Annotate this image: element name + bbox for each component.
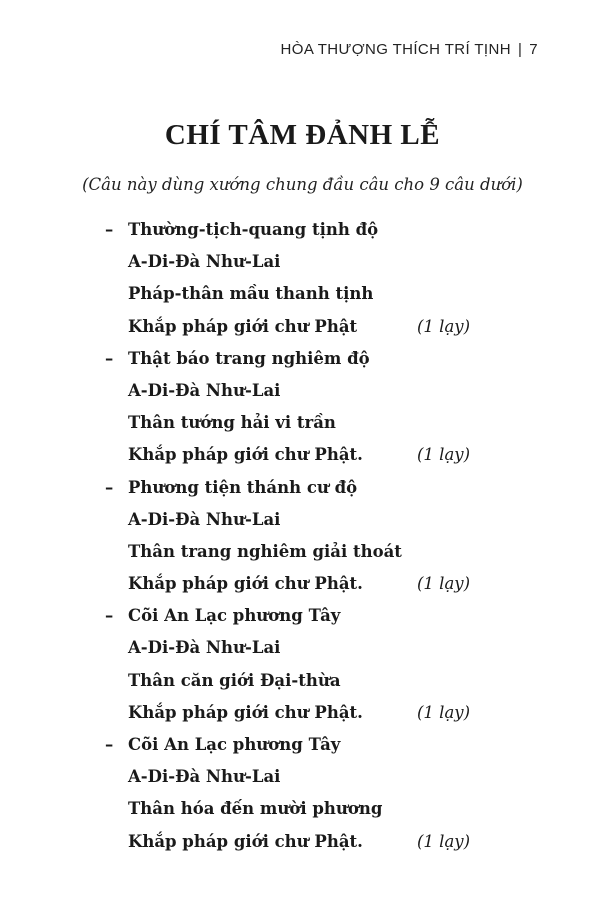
verse-text: A-Di-Đà Như-Lai <box>128 767 281 787</box>
verse-text: Thân trang nghiêm giải thoát <box>128 541 402 561</box>
bow-instruction: (1 lạy) <box>417 702 471 722</box>
verse-line <box>0 632 605 664</box>
verse-text: A-Di-Đà Như-Lai <box>128 380 281 400</box>
stanza-dash: – <box>105 220 114 239</box>
verse-line <box>0 375 605 407</box>
bow-instruction: (1 lạy) <box>417 831 471 851</box>
bow-instruction: (1 lạy) <box>417 445 471 465</box>
header-separator: | <box>517 41 523 58</box>
verse-text: A-Di-Đà Như-Lai <box>128 509 281 529</box>
verse-line <box>0 826 605 858</box>
verse-line <box>0 793 605 825</box>
stanza-dash: – <box>105 348 114 368</box>
bow-instruction: (1 lạy) <box>417 316 471 336</box>
verse-text: A-Di-Đà Như-Lai <box>128 252 281 272</box>
verse-line <box>0 472 605 504</box>
verse-list <box>0 214 605 858</box>
verse-text: Thật báo trang nghiêm độ <box>128 348 370 368</box>
stanza-dash: – <box>105 735 114 754</box>
page-title: CHÍ TÂM ĐẢNH LỄ <box>164 119 441 151</box>
verse-line <box>0 665 605 697</box>
verse-text: Khắp pháp giới chư Phật. <box>128 574 363 594</box>
verse-line <box>0 729 605 761</box>
verse-text: Khắp pháp giới chư Phật. <box>128 445 363 465</box>
verse-text: A-Di-Đà Như-Lai <box>128 638 281 658</box>
verse-line <box>0 568 605 600</box>
verse-line <box>0 504 605 536</box>
verse-line <box>0 407 605 439</box>
verse-text: Cõi An Lạc phương Tây <box>128 606 341 626</box>
verse-text: Thân tướng hải vi trần <box>128 413 336 433</box>
stanza-dash: – <box>105 606 114 626</box>
verse-text: Khắp pháp giới chư Phật <box>128 316 358 336</box>
verse-text: Thường-tịch-quang tịnh độ <box>128 220 379 239</box>
verse-text: Khắp pháp giới chư Phật. <box>128 702 363 722</box>
verse-line <box>0 697 605 729</box>
verse-line <box>0 214 605 246</box>
verse-line <box>0 761 605 793</box>
running-header <box>281 41 538 58</box>
subtitle-note: (Câu này dùng xướng chung đầu câu cho 9 câu dưới) <box>82 175 523 194</box>
verse-line <box>0 600 605 632</box>
verse-text: Thân căn giới Đại-thừa <box>128 670 341 690</box>
verse-line <box>0 311 605 343</box>
verse-text: Cõi An Lạc phương Tây <box>128 735 341 754</box>
verse-line <box>0 278 605 310</box>
running-title: HÒA THƯỢNG THÍCH TRÍ TỊNH <box>280 41 511 58</box>
verse-line <box>0 343 605 375</box>
verse-text: Pháp-thân mầu thanh tịnh <box>128 284 374 304</box>
verse-text: Phương tiện thánh cư độ <box>128 477 358 497</box>
verse-text: Thân hóa đến mười phương <box>128 799 383 819</box>
verse-line <box>0 536 605 568</box>
page-number: 7 <box>529 41 538 58</box>
verse-line <box>0 246 605 278</box>
verse-text: Khắp pháp giới chư Phật. <box>128 831 363 851</box>
verse-line <box>0 439 605 471</box>
stanza-dash: – <box>105 477 114 497</box>
bow-instruction: (1 lạy) <box>417 574 471 594</box>
